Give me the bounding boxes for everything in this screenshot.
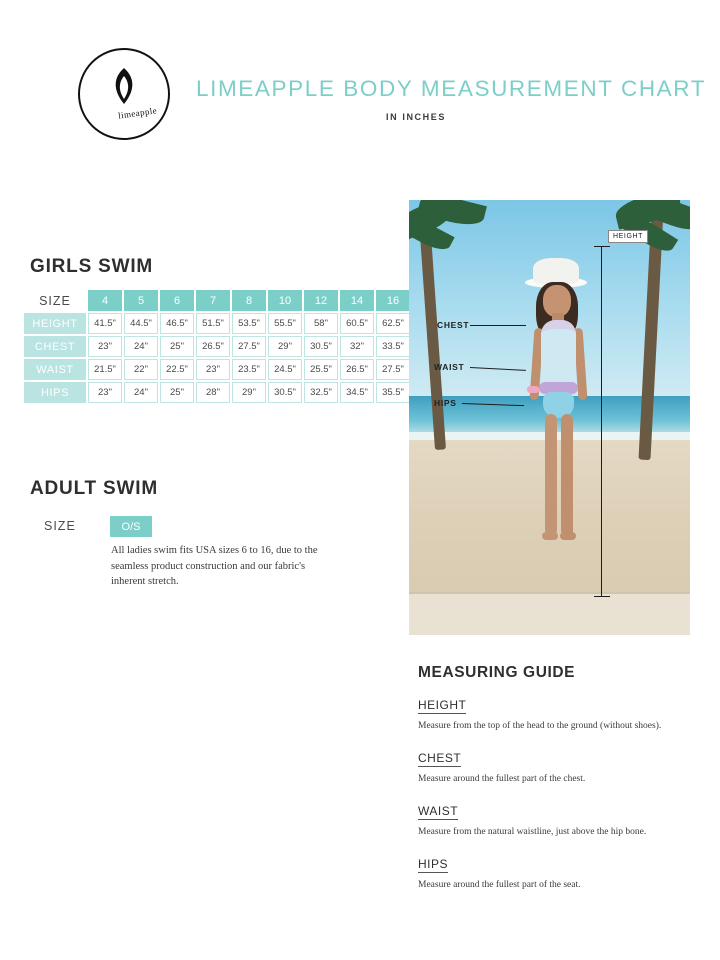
height-bottom-tick xyxy=(594,596,610,597)
table-cell: 26.5" xyxy=(196,336,230,357)
size-header-cell: 16 xyxy=(376,290,410,311)
adult-size-label: SIZE xyxy=(44,519,76,533)
table-cell: 58" xyxy=(304,313,338,334)
size-header-cell: 6 xyxy=(160,290,194,311)
right-leg xyxy=(561,414,573,536)
table-cell: 23" xyxy=(88,382,122,403)
guide-term-height: HEIGHT xyxy=(418,698,467,712)
table-cell: 53.5" xyxy=(232,313,266,334)
guide-term-chest: CHEST xyxy=(418,751,462,765)
table-cell: 35.5" xyxy=(376,382,410,403)
table-cell: 27.5" xyxy=(232,336,266,357)
table-cell: 44.5" xyxy=(124,313,158,334)
size-header-cell: 8 xyxy=(232,290,266,311)
table-cell: 22" xyxy=(124,359,158,380)
table-cell: 29" xyxy=(268,336,302,357)
size-header-cell: 14 xyxy=(340,290,374,311)
row-label-chest: CHEST xyxy=(24,336,86,357)
table-cell: 29" xyxy=(232,382,266,403)
size-header-cell: 4 xyxy=(88,290,122,311)
table-cell: 23" xyxy=(88,336,122,357)
right-foot xyxy=(560,532,576,540)
hips-annotation-label: HIPS xyxy=(434,398,457,408)
guide-item-hips xyxy=(418,855,698,892)
table-row xyxy=(24,336,410,357)
page-subtitle: IN INCHES xyxy=(386,112,446,122)
left-leg xyxy=(545,414,557,536)
chest-annotation-line xyxy=(470,325,526,326)
table-cell: 25.5" xyxy=(304,359,338,380)
guide-item-chest xyxy=(418,749,698,786)
size-row-label: SIZE xyxy=(39,293,71,308)
table-cell: 23.5" xyxy=(232,359,266,380)
chest-annotation-label: CHEST xyxy=(437,320,470,330)
size-header-cell: 10 xyxy=(268,290,302,311)
sun-hat xyxy=(533,258,579,284)
table-cell: 33.5" xyxy=(376,336,410,357)
table-cell: 25" xyxy=(160,382,194,403)
table-cell: 24.5" xyxy=(268,359,302,380)
guide-item-height xyxy=(418,696,698,733)
row-label-height: HEIGHT xyxy=(24,313,86,334)
table-cell: 25" xyxy=(160,336,194,357)
table-cell: 60.5" xyxy=(340,313,374,334)
table-row xyxy=(24,359,410,380)
model-photo xyxy=(409,200,690,635)
size-header-cell: 7 xyxy=(196,290,230,311)
guide-desc-height: Measure from the top of the head to the ground (without shoes). xyxy=(418,721,662,731)
wrist-band xyxy=(527,386,539,393)
table-cell: 28" xyxy=(196,382,230,403)
table-cell: 24" xyxy=(124,336,158,357)
table-cell: 34.5" xyxy=(340,382,374,403)
brand-logo xyxy=(78,48,170,140)
guide-term-hips: HIPS xyxy=(418,857,449,871)
girls-swim-heading: GIRLS SWIM xyxy=(30,256,154,277)
table-cell: 30.5" xyxy=(268,382,302,403)
height-top-tick xyxy=(594,246,610,247)
table-row xyxy=(24,313,410,334)
table-cell: 55.5" xyxy=(268,313,302,334)
page-title: LIMEAPPLE BODY MEASUREMENT CHART xyxy=(196,76,707,101)
table-cell: 62.5" xyxy=(376,313,410,334)
row-label-waist: WAIST xyxy=(24,359,86,380)
table-row xyxy=(24,382,410,403)
table-cell: 21.5" xyxy=(88,359,122,380)
table-cell: 32" xyxy=(340,336,374,357)
row-label-hips: HIPS xyxy=(24,382,86,403)
page-header xyxy=(0,48,720,158)
table-cell: 46.5" xyxy=(160,313,194,334)
measuring-guide xyxy=(418,664,698,908)
adult-swim-heading: ADULT SWIM xyxy=(30,478,158,499)
table-cell: 32.5" xyxy=(304,382,338,403)
guide-desc-waist: Measure from the natural waistline, just above the hip bone. xyxy=(418,827,647,837)
table-cell: 30.5" xyxy=(304,336,338,357)
guide-item-waist xyxy=(418,802,698,839)
waist-annotation-label: WAIST xyxy=(434,362,465,372)
height-annotation-box: HEIGHT xyxy=(608,230,648,243)
adult-swim-note: All ladies swim fits USA sizes 6 to 16, due to the seamless product construction and our fabric's inherent stretch. xyxy=(111,545,318,587)
table-cell: 22.5" xyxy=(160,359,194,380)
size-header-cell: 12 xyxy=(304,290,338,311)
girls-swim-size-table xyxy=(22,288,412,405)
size-header-cell: 5 xyxy=(124,290,158,311)
table-cell: 41.5" xyxy=(88,313,122,334)
table-cell: 27.5" xyxy=(376,359,410,380)
height-annotation-line xyxy=(601,246,602,596)
adult-size-badge: O/S xyxy=(110,516,152,537)
table-cell: 24" xyxy=(124,382,158,403)
table-header-row xyxy=(24,290,410,311)
title-block xyxy=(196,76,707,122)
guide-desc-chest: Measure around the fullest part of the chest. xyxy=(418,774,586,784)
guide-term-waist: WAIST xyxy=(418,804,459,818)
measuring-guide-heading: MEASURING GUIDE xyxy=(418,664,576,681)
table-cell: 51.5" xyxy=(196,313,230,334)
left-foot xyxy=(542,532,558,540)
model-figure xyxy=(521,258,597,608)
leaf-icon xyxy=(109,66,139,106)
table-cell: 26.5" xyxy=(340,359,374,380)
table-cell: 23" xyxy=(196,359,230,380)
logo-wordmark: limeapple xyxy=(117,105,158,121)
guide-desc-hips: Measure around the fullest part of the seat. xyxy=(418,880,581,890)
